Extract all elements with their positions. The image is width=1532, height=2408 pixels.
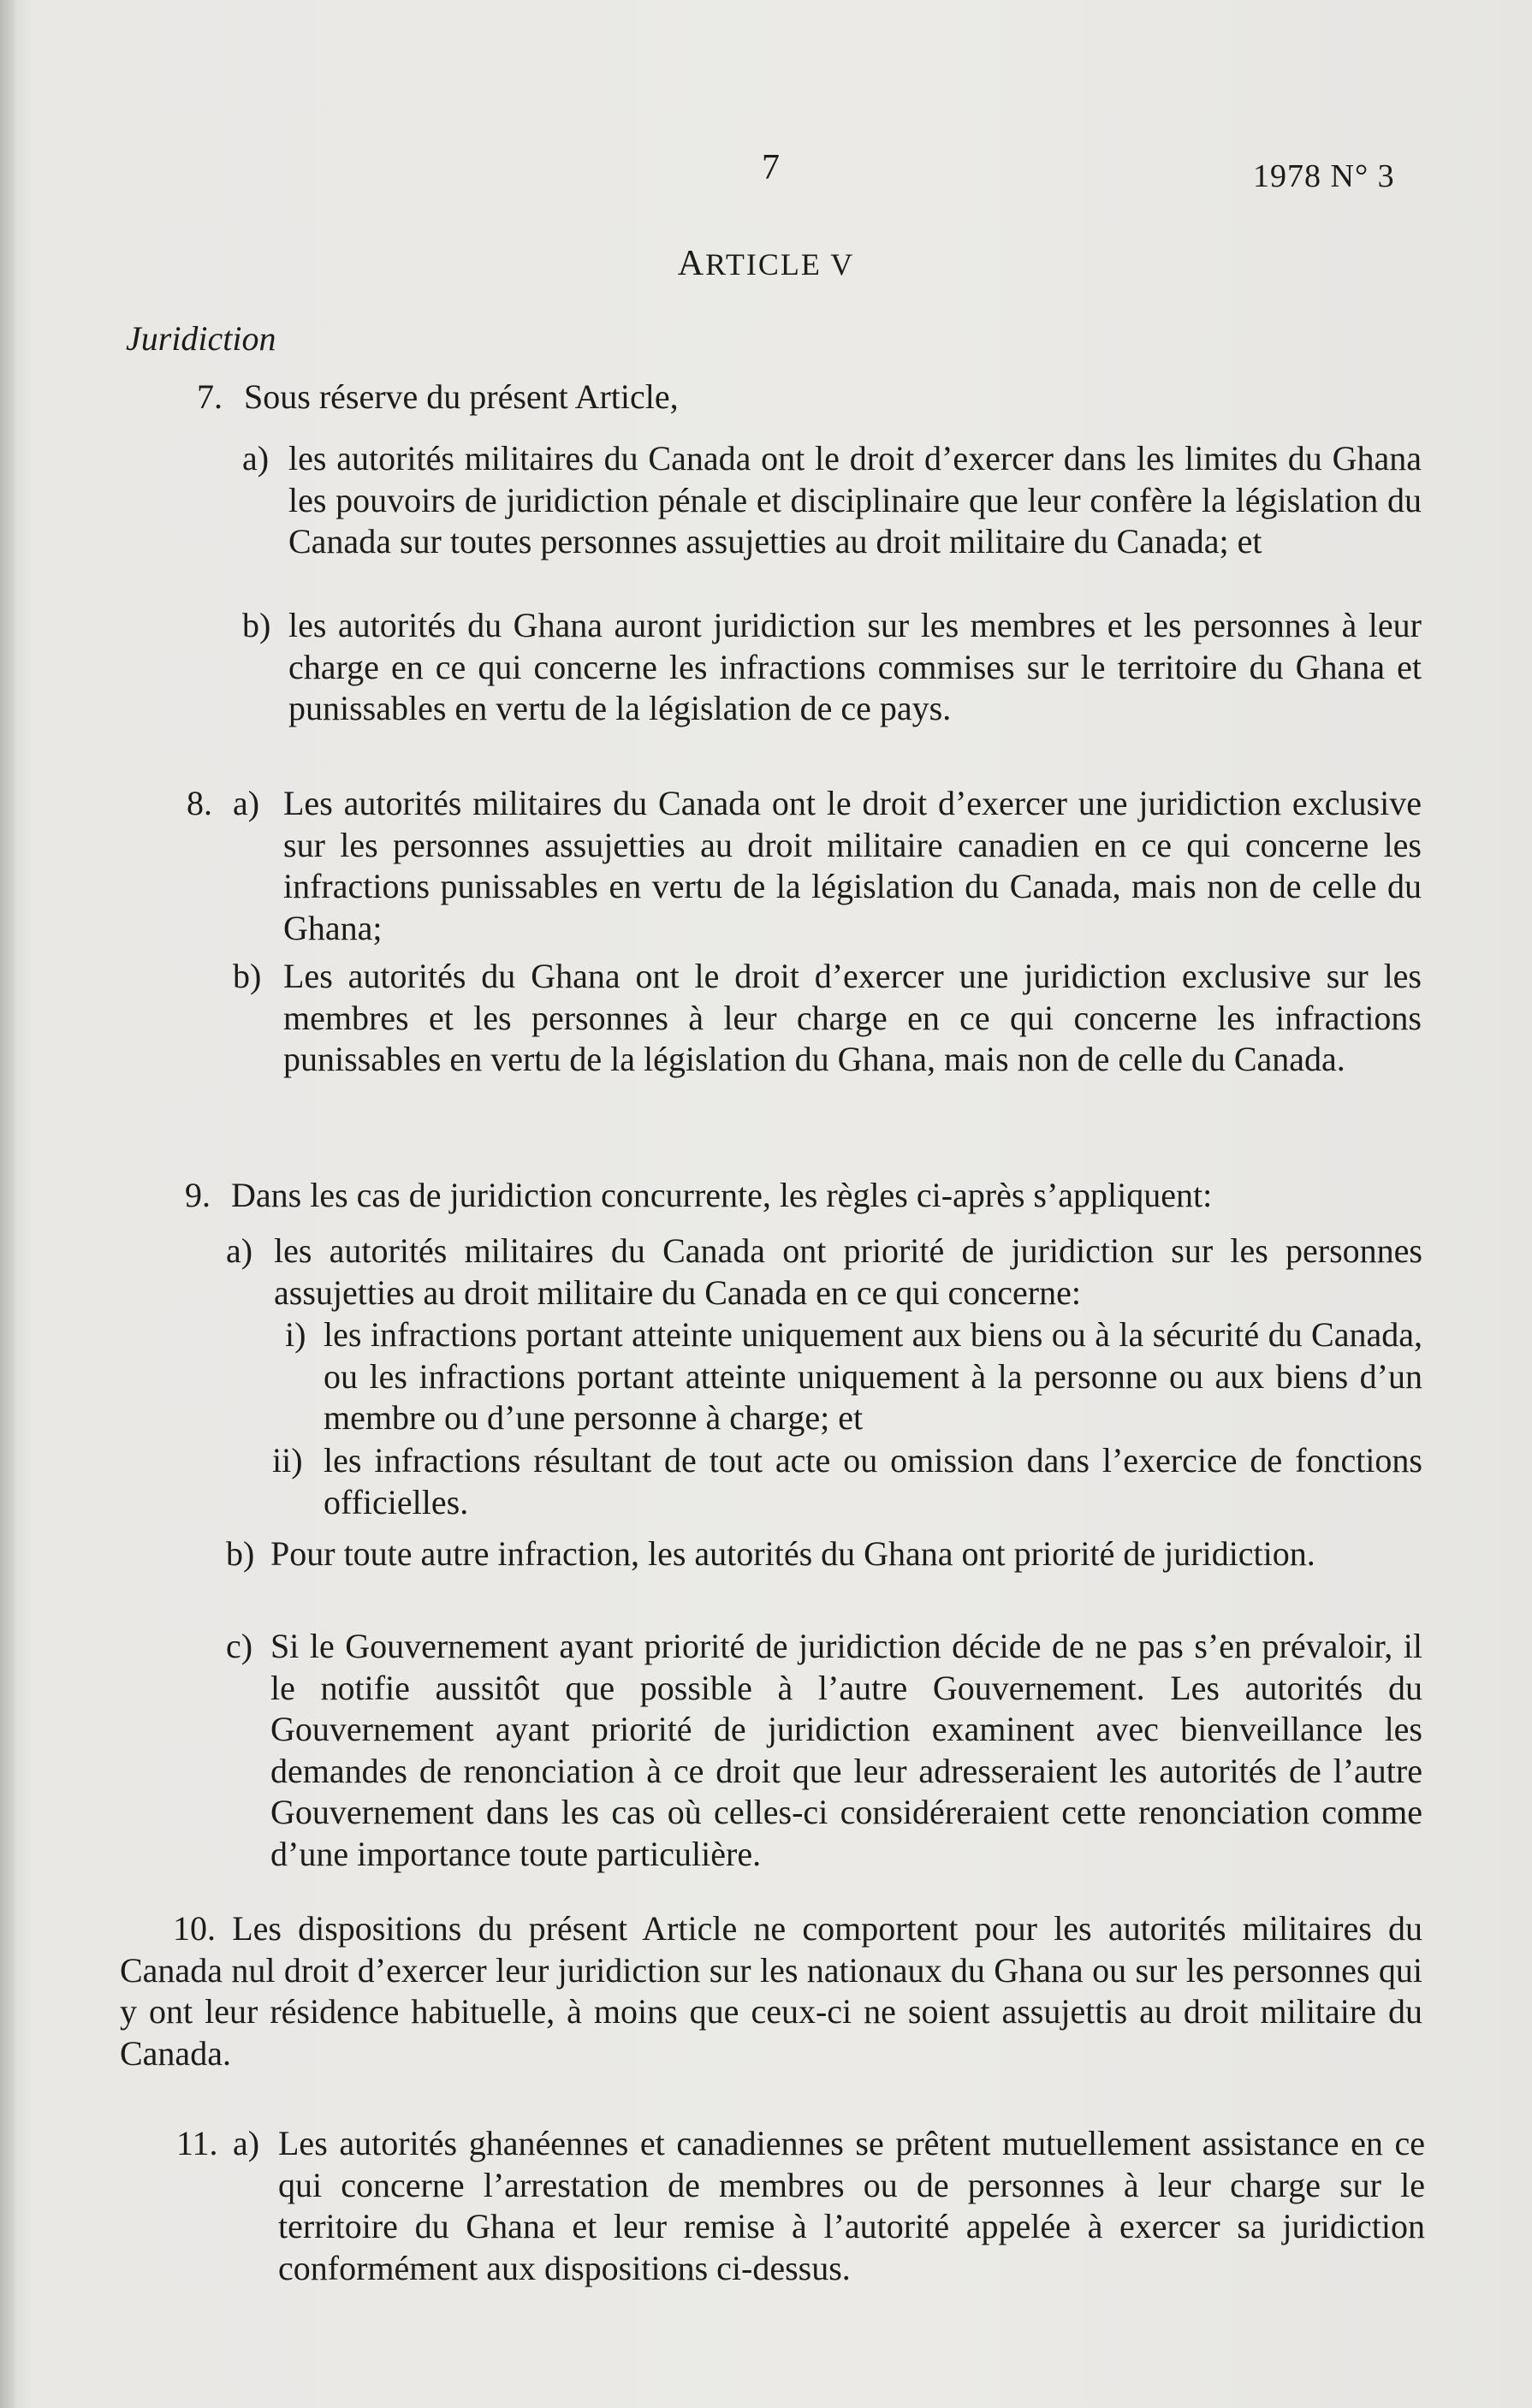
paragraph-9a-text: les autorités militaires du Canada ont priorité de juridiction sur les personnes assujetties au droit militaire du Canada en ce qui concerne: [274,1231,1422,1312]
paragraph-10 [120,1908,1422,2074]
paragraph-9a-ii-label: ii) [272,1441,303,1480]
page-gutter-shadow [0,0,15,2408]
paragraph-7b-text: les autorités du Ghana auront juridiction sur les membres et les personnes à leur charge en ce qui concerne les infractions commises sur le territoire du Ghana et punissables en vertu de la législation de ce pays. [288,606,1422,727]
paragraph-7a-label: a) [242,439,270,477]
paragraph-9b-text: Pour toute autre infraction, les autorités du Ghana ont priorité de juridiction. [270,1534,1315,1573]
article-title-initial: A [677,244,706,283]
paragraph-8a-text: Les autorités militaires du Canada ont le droit d’exercer une juridiction exclusive sur les personnes assujetties au droit militaire canadien en ce qui concerne les infractions punissables en vertu de la législation du Canada, mais non de celle du Ghana; [283,784,1422,947]
paragraph-9c-text: Si le Gouvernement ayant priorité de juridiction décide de ne pas s’en prévaloir, il le notifie aussitôt que possible à l’autre Gouvernement. Les autorités du Gouvernement ayant priorité de juridiction examinent avec bienveillance les demandes de renonciation à ce droit que leur adresseraient les autorités de l’autre Gouvernement dans les cas où celles-ci considéreraient cette renonciation comme d’une importance toute particulière. [270,1627,1422,1873]
paragraph-10-number: 10. [173,1909,216,1948]
paragraph-7-intro: Sous réserve du présent Article, [244,377,679,416]
paragraph-11-number: 11. [176,2124,218,2162]
paragraph-8a-label: a) [233,784,260,822]
paragraph-7b-label: b) [242,606,271,644]
article-title-rest: RTICLE V [705,247,855,282]
paragraph-7-number: 7. [197,377,223,416]
paragraph-8b-label: b) [233,957,262,995]
paragraph-9-intro: Dans les cas de juridiction concurrente, les règles ci-après s’appliquent: [231,1176,1213,1214]
page-number: 7 [762,148,780,187]
paragraph-9c-label: c) [226,1627,253,1665]
paragraph-9b-label: b) [226,1534,255,1573]
paragraph-9a-i-label: i) [285,1315,306,1354]
paragraph-9a-ii-text: les infractions résultant de tout acte ou omission dans l’exercice de fonctions officielles. [324,1441,1422,1521]
paragraph-8-number: 8. [187,784,212,822]
paragraph-7a-text: les autorités militaires du Canada ont le droit d’exercer dans les limites du Ghana les pouvoirs de juridiction pénale et disciplinaire que leur confère la législation du Canada sur toutes personnes assujetties au droit militaire du Canada; et [288,439,1422,560]
paragraph-9a-i-text: les infractions portant atteinte uniquement aux biens ou à la sécurité du Canada, ou les infractions portant atteinte uniquement à la personne ou aux biens d’un membre ou d’une personne à charge; et [324,1315,1422,1437]
paragraph-9-number: 9. [185,1176,211,1214]
year-number-header: 1978 N° 3 [1253,158,1395,194]
paragraph-11a-text: Les autorités ghanéennes et canadiennes se prêtent mutuellement assistance en ce qui concerne l’arrestation de membres ou de personnes à leur charge sur le territoire du Ghana et leur remise à l’autorité appelée à exercer sa juridiction conformément aux dispositions ci-dessus. [278,2124,1425,2287]
section-subtitle: Juridiction [126,319,276,358]
paragraph-10-text: Les dispositions du présent Article ne comportent pour les autorités militaires du Canada nul droit d’exercer leur juridiction sur les nationaux du Ghana ou sur les personnes qui y ont leur résidence habituelle, à moins que ceux-ci ne soient assujettis au droit militaire du Canada. [120,1909,1422,2073]
paragraph-11a-label: a) [233,2124,260,2162]
paragraph-9a-label: a) [226,1231,253,1270]
article-title [0,243,1532,284]
paragraph-8b-text: Les autorités du Ghana ont le droit d’exercer une juridiction exclusive sur les membres et les personnes à leur charge en ce qui concerne les infractions punissables en vertu de la législation du Ghana, mais non de celle du Canada. [283,957,1422,1078]
